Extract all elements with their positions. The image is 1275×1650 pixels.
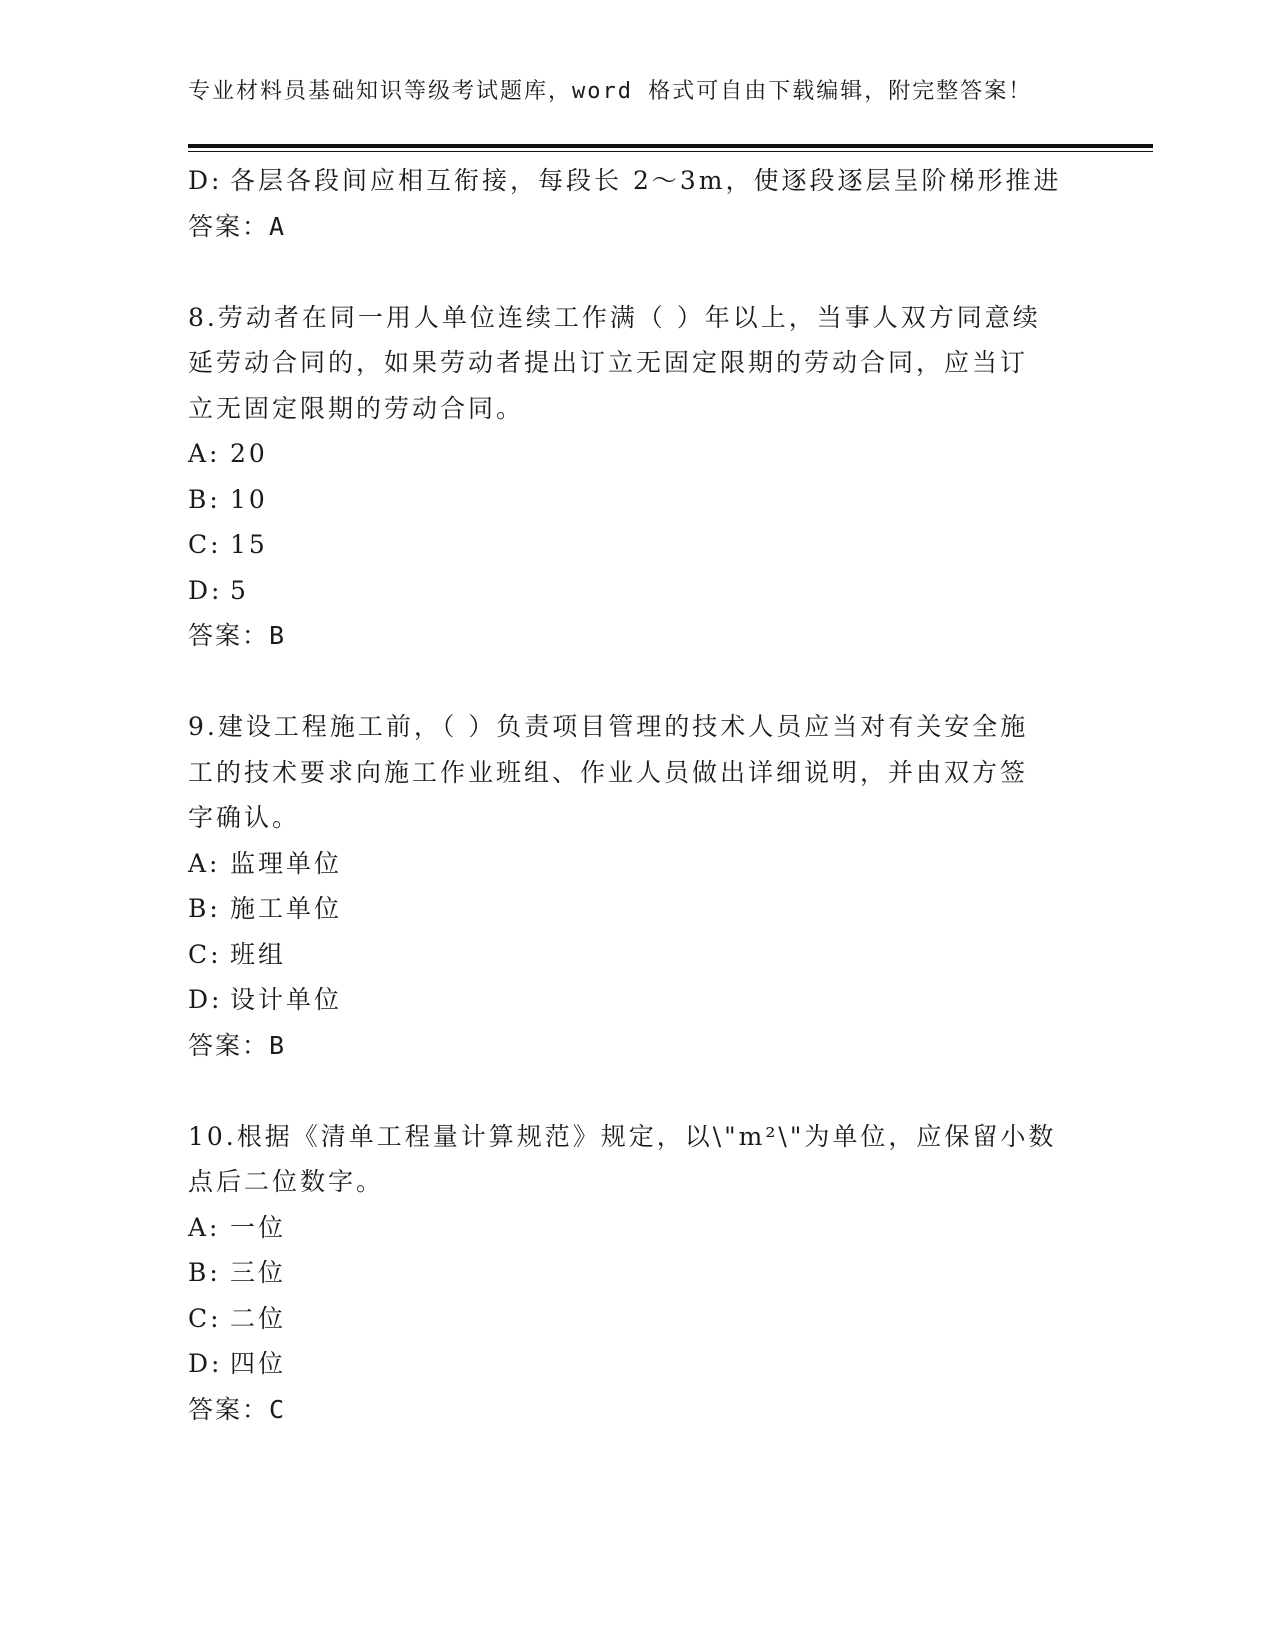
answer-line: 答案：C (188, 1394, 287, 1424)
option-b (188, 477, 1088, 523)
question-stem-line: 工的技术要求向施工作业班组、作业人员做出详细说明，并由双方签 (188, 757, 1029, 787)
header-rule-thin (188, 151, 1153, 152)
option-b (188, 1250, 1088, 1296)
option-label: C: (188, 530, 222, 559)
option-a (188, 841, 1088, 887)
option-a (188, 1205, 1088, 1251)
option-d (188, 977, 1088, 1023)
spacer (188, 249, 1088, 295)
option-label: B: (188, 484, 221, 514)
option-text: 监理单位 (230, 848, 343, 878)
option-text: 一位 (230, 1212, 287, 1242)
option-text: 5 (230, 575, 249, 605)
question-stem-line: 立无固定限期的劳动合同。 (188, 393, 525, 423)
option-label: A: (188, 848, 221, 878)
spacer (188, 1068, 1088, 1114)
option-label: A: (188, 439, 221, 468)
option-text: 20 (230, 439, 268, 468)
page-header: 专业材料员基础知识等级考试题库，word 格式可自由下载编辑，附完整答案！ (188, 79, 1033, 104)
option-text: 班组 (230, 939, 287, 969)
option-text: 15 (230, 530, 268, 559)
document-body (188, 158, 1088, 1432)
option-label: C: (188, 1303, 222, 1333)
question-block (188, 295, 1088, 659)
option-label: B: (188, 1258, 221, 1287)
answer-line: 答案：B (188, 621, 287, 650)
header-rule-thick (188, 144, 1153, 148)
option-b (188, 886, 1088, 932)
option-label: D: (188, 985, 223, 1014)
question-block (188, 704, 1088, 1068)
option-text: 施工单位 (230, 894, 343, 923)
question-stem-line: 延劳动合同的，如果劳动者提出订立无固定限期的劳动合同，应当订 (188, 348, 1029, 377)
option-a (188, 431, 1088, 477)
option-text: 10 (230, 484, 268, 514)
option-label: D: (188, 575, 223, 605)
question-stem-line: 字确认。 (188, 803, 301, 832)
option-d (188, 158, 1088, 204)
answer-line: 答案：B (188, 1030, 287, 1060)
question-stem-line: 8.劳动者在同一用人单位连续工作满（ ）年以上，当事人双方同意续 (188, 302, 1041, 332)
option-c (188, 522, 1088, 568)
question-block (188, 1114, 1088, 1433)
question-stem-line: 10.根据《清单工程量计算规范》规定，以\"m²\"为单位，应保留小数 (188, 1121, 1057, 1151)
option-text: 设计单位 (230, 985, 343, 1014)
option-label: D: (188, 1349, 223, 1378)
answer-line: 答案：A (188, 211, 287, 241)
option-d (188, 1341, 1088, 1387)
option-text: 三位 (230, 1258, 287, 1287)
option-c (188, 1296, 1088, 1342)
option-label: D: (188, 166, 223, 195)
option-d (188, 568, 1088, 614)
spacer (188, 659, 1088, 705)
question-stem-line: 9.建设工程施工前，（ ）负责项目管理的技术人员应当对有关安全施 (188, 712, 1029, 741)
option-label: B: (188, 894, 221, 923)
option-label: A: (188, 1212, 221, 1242)
question-stem-line: 点后二位数字。 (188, 1167, 385, 1196)
option-label: C: (188, 939, 222, 969)
option-c (188, 932, 1088, 978)
option-text: 四位 (230, 1349, 287, 1378)
option-text: 二位 (230, 1303, 287, 1333)
option-text: 各层各段间应相互衔接，每段长 2～3m，使逐段逐层呈阶梯形推进 (230, 166, 1062, 195)
